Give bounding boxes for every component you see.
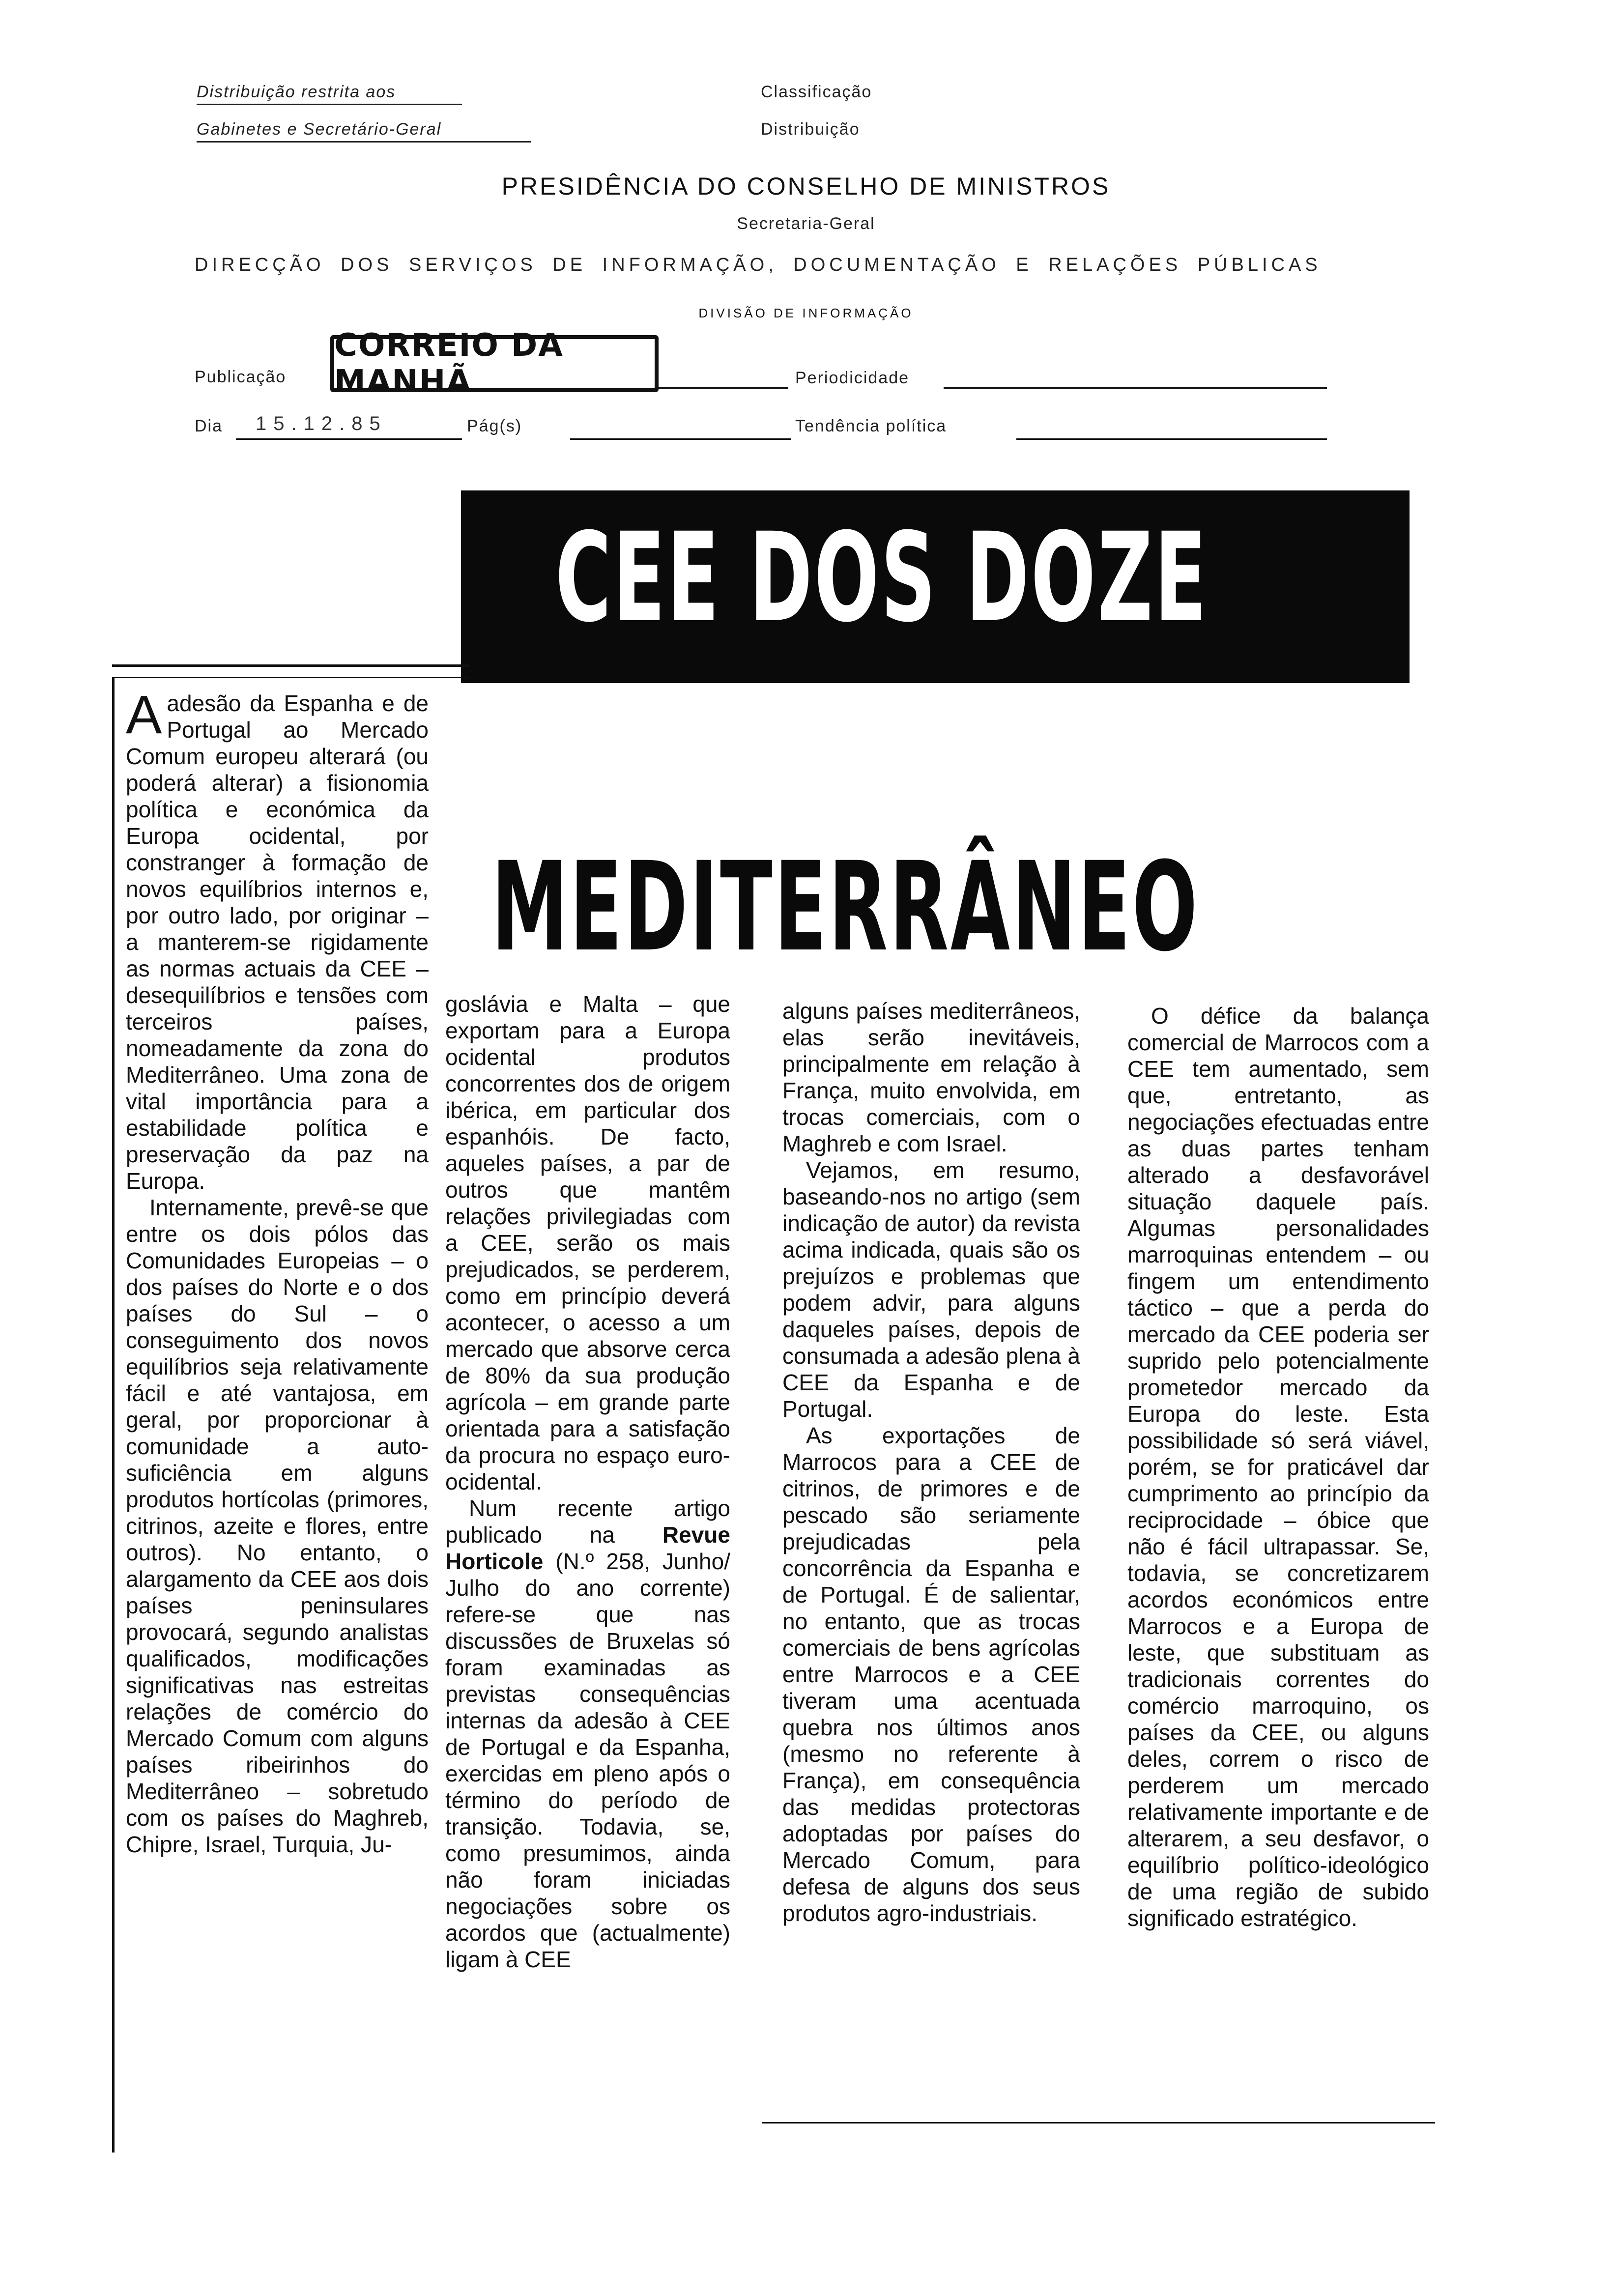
pages-underline: [570, 438, 791, 440]
col2-paragraph-2-a: Num recente artigo publicado na: [445, 1495, 730, 1548]
publication-label: Publicação: [195, 368, 287, 386]
headline-line-1: CEE DOS DOZE: [555, 506, 1209, 649]
article-top-rule-1: [112, 664, 469, 667]
pages-label: Pág(s): [467, 417, 522, 435]
article-bottom-rule: [762, 2122, 1435, 2124]
article-column-4: [1127, 1003, 1429, 1931]
col4-paragraph-1: O défice da balança comercial de Marrocos com a CEE tem aumentado, sem que, entretanto, as negociações efectuadas entre as duas partes tenham alterado a desfavorável situação daquele país. Algumas personalidades marroquinas entendem – ou fingem um entendimento táctico – que a perda do mercado da CEE poderia ser suprido pelo potencialmente prometedor mercado da Europa do leste. Esta possibilidade só será viável, porém, se for praticável dar cumprimento ao princípio da reciprocidade – óbice que não é fácil ultrapassar. Se, todavia, se concretizarem acordos económicos entre Marrocos e a Europa de leste, que substituam as tradicionais correntes do comércio marroquino, os países da CEE, ou alguns deles, correm o risco de perderem um mercado relativamente importante e de alterarem, a seu desfavor, o equilíbrio político-ideológico de uma região de subido significado estratégico.: [1127, 1003, 1429, 1931]
col3-paragraph-3: As exportações de Marrocos para a CEE de citrinos, de primores e de pescado são seriamente prejudicadas pela concorrência da Espanha e de Portugal. É de salientar, no entanto, que as trocas comerciais de bens agrícolas entre Marrocos e a CEE tiveram uma acentuada quebra nos últimos anos (mesmo no referente à França), em consequência das medidas protectoras adoptadas por países do Mercado Comum, para defesa de alguns dos seus produtos agro-industriais.: [782, 1423, 1080, 1926]
division-title: DIVISÃO DE INFORMAÇÃO: [698, 306, 914, 320]
presidency-title: PRESIDÊNCIA DO CONSELHO DE MINISTROS: [501, 172, 1111, 200]
headline-line-3: MEDITERRÂNEO: [491, 835, 1200, 978]
col1-paragraph-2: Internamente, prevê-se que entre os dois pólos das Comunidades Europeias – o dos países do Norte e o dos países do Sul – o conseguimento dos novos equilíbrios seja relativamente fácil e até vantajosa, em geral, por proporcionar à comunidade a auto-suficiência em alguns produtos hortícolas (primores, citrinos, azeite e flores, entre outros). No entanto, o alargamento da CEE aos dois países peninsulares provocará, segundo analistas qualificados, modificações significativas nas estreitas relações de comércio do Mercado Comum com alguns países ribeirinhos do Mediterrâneo – sobretudo com os países do Maghreb, Chipre, Israel, Turquia, Ju-: [126, 1195, 429, 1857]
col2-paragraph-1: goslávia e Malta – que exportam para a Europa ocidental produtos concorrentes dos de origem ibérica, em particular dos espanhóis. De facto, aqueles países, a par de outros que mantêm relações privilegiadas com a CEE, serão os mais prejudicados, se perderem, como em princípio deverá acontecer, o acesso a um mercado que absorve cerca de 80% da sua produção agrícola – em grande parte orientada para a satisfação da procura no espaço euro-ocidental.: [445, 991, 730, 1494]
distribution-restricted-line1: Distribuição restrita aos: [197, 83, 462, 105]
col2-paragraph-2-b: (N.º 258, Junho/ Julho do ano corrente) refere-se que nas discussões de Bruxelas só foram examinadas as previstas consequências internas da adesão à CEE de Portugal e da Espanha, exercidas em pleno após o término do período de transição. Todavia, se, como presumimos, ainda não foram iniciadas negociações sobre os acordos que (actualmente) ligam à CEE: [445, 1549, 730, 1972]
dropcap-letter: A: [126, 685, 162, 745]
publication-stamp: CORREIO DA MANHÃ: [330, 335, 659, 392]
article-column-2: [445, 991, 730, 1973]
distribution-label: Distribuição: [761, 120, 860, 139]
article-column-3: [782, 998, 1080, 1926]
article-top-rule-2: [112, 677, 469, 678]
tendency-underline: [1016, 438, 1327, 440]
headline-line-2: DESESTABILIZA: [491, 668, 1175, 811]
day-underline: [236, 438, 462, 440]
col3-paragraph-1: alguns países mediterrâneos, elas serão inevitáveis, principalmente em relação à França, muito envolvida, em trocas comerciais, com o Maghreb e com Israel.: [782, 998, 1080, 1156]
day-label: Dia: [195, 417, 223, 435]
tendency-label: Tendência política: [795, 417, 947, 435]
col1-paragraph-1: adesão da Espanha e de Portugal ao Mercado Comum europeu alterará (ou poderá alterar) a fisionomia política e económica da Europa ocidental, por constranger à formação de novos equilíbrios internos e, por outro lado, por originar – a manterem-se rigidamente as normas actuais da CEE – desequilíbrios e tensões com terceiros países, nomeadamente da zona do Mediterrâneo. Uma zona de vital importância para a estabilidade política e preservação da paz na Europa.: [126, 690, 429, 1194]
col3-paragraph-2: Vejamos, em resumo, baseando-nos no artigo (sem indicação de autor) da revista acima indicada, quais são os prejuízos e problemas que podem advir, para alguns daqueles países, depois de consumada a adesão plena à CEE da Espanha e de Portugal.: [782, 1157, 1080, 1422]
classification-label: Classificação: [761, 83, 872, 101]
distribution-restricted-line2: Gabinetes e Secretário-Geral: [197, 120, 531, 143]
article-column-1: [126, 685, 429, 1858]
publication-underline: [659, 387, 788, 389]
periodicity-label: Periodicidade: [795, 369, 910, 387]
day-value: 15.12.85: [256, 413, 387, 434]
periodicity-underline: [944, 387, 1327, 389]
direction-title: DIRECÇÃO DOS SERVIÇOS DE INFORMAÇÃO, DOCUMENTAÇÃO E RELAÇÕES PÚBLICAS: [195, 255, 1322, 275]
article-left-rule: [112, 678, 115, 2152]
secretariat-title: Secretaria-Geral: [737, 214, 875, 233]
col2-paragraph-2-bold: Revue Horticole: [445, 1522, 730, 1574]
